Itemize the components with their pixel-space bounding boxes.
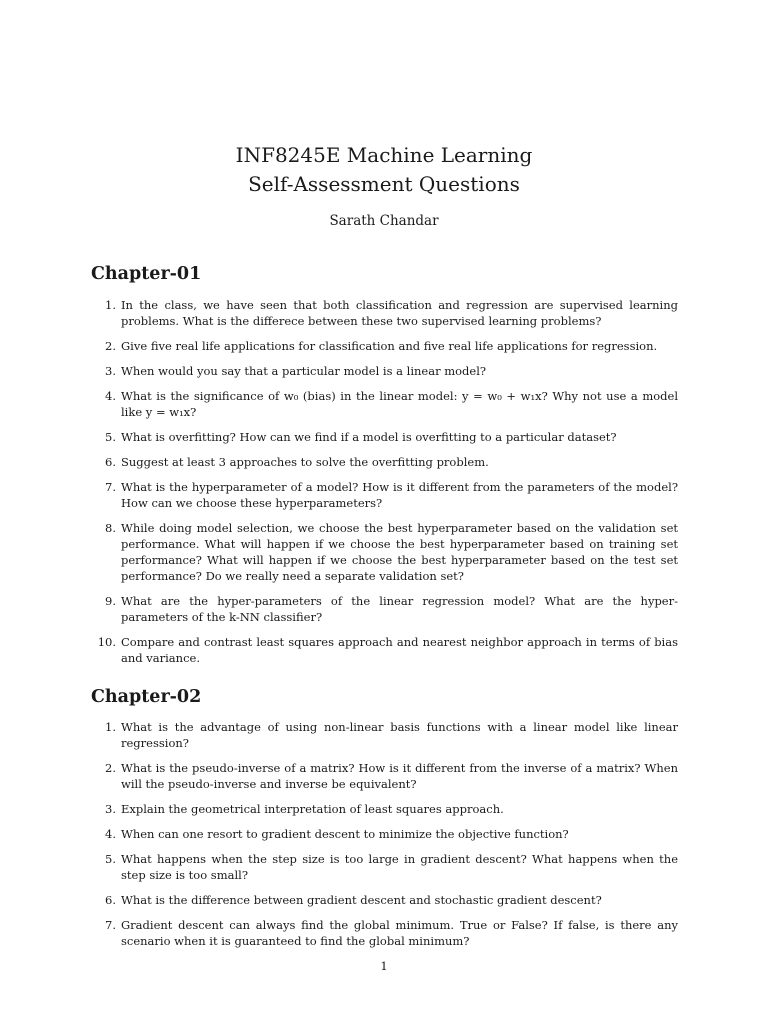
question-item — [91, 363, 678, 379]
question-text: Give five real life applications for classification and five real life applications for regression. — [121, 339, 658, 353]
question-item — [91, 851, 678, 883]
page-number: 1 — [380, 959, 388, 973]
question-number: 3. — [105, 364, 116, 378]
question-text: What are the hyper-parameters of the linear regression model? What are the hyper-parameters of the k-NN classifier? — [121, 594, 678, 624]
question-text: What is the pseudo-inverse of a matrix? How is it different from the inverse of a matrix? When will the pseudo-inverse and inverse be equivalent? — [121, 761, 678, 791]
question-item — [91, 760, 678, 792]
question-number: 5. — [105, 430, 116, 444]
question-item — [91, 297, 678, 329]
question-item — [91, 429, 678, 445]
question-item — [91, 719, 678, 751]
question-text: What is the significance of w₀ (bias) in the linear model: y = w₀ + w₁x? Why not use a model like y = w₁x? — [121, 389, 678, 419]
question-item — [91, 593, 678, 625]
question-text: What is the hyperparameter of a model? How is it different from the parameters of the model? How can we choose these hyperparameters? — [121, 480, 678, 510]
chapter-heading-01: Chapter-01 — [91, 264, 202, 284]
question-text: What is the difference between gradient descent and stochastic gradient descent? — [121, 893, 602, 907]
question-text: When can one resort to gradient descent to minimize the objective function? — [121, 827, 569, 841]
question-number: 6. — [105, 455, 116, 469]
question-item — [91, 479, 678, 511]
question-text: What happens when the step size is too large in gradient descent? What happens when the step size is too small? — [121, 852, 678, 882]
question-text: Explain the geometrical interpretation of least squares approach. — [121, 802, 504, 816]
title-line-2: Self-Assessment Questions — [248, 172, 520, 196]
document-title — [0, 141, 768, 199]
question-number: 6. — [105, 893, 116, 907]
question-list-chapter-01 — [91, 297, 678, 666]
chapter-heading-02: Chapter-02 — [91, 687, 202, 707]
question-text: When would you say that a particular model is a linear model? — [121, 364, 487, 378]
question-number: 7. — [105, 480, 116, 494]
question-text: Compare and contrast least squares approach and nearest neighbor approach in terms of bias and variance. — [121, 635, 678, 665]
question-number: 4. — [105, 389, 116, 403]
question-number: 9. — [105, 594, 116, 608]
question-text: What is overfitting? How can we find if a model is overfitting to a particular dataset? — [121, 430, 617, 444]
question-number: 10. — [97, 635, 116, 649]
question-number: 4. — [105, 827, 116, 841]
question-item — [91, 454, 678, 470]
question-number: 7. — [105, 918, 116, 932]
question-item — [91, 826, 678, 842]
question-number: 2. — [105, 761, 116, 775]
question-item — [91, 388, 678, 420]
question-item — [91, 917, 678, 949]
question-item — [91, 892, 678, 908]
question-item — [91, 634, 678, 666]
question-number: 8. — [105, 521, 116, 535]
title-line-1: INF8245E Machine Learning — [235, 143, 533, 167]
question-text: Gradient descent can always find the global minimum. True or False? If false, is there any scenario when it is guaranteed to find the global minimum? — [121, 918, 678, 948]
question-text: In the class, we have seen that both classification and regression are supervised learning problems. What is the differece between these two supervised learning problems? — [121, 298, 678, 328]
question-number: 2. — [105, 339, 116, 353]
question-item — [91, 520, 678, 584]
question-text: What is the advantage of using non-linear basis functions with a linear model like linear regression? — [121, 720, 678, 750]
question-text: While doing model selection, we choose the best hyperparameter based on the validation set performance. What will happen if we choose the best hyperparameter based on training set performance? What will happen if we choose the best hyperparameter based on the test set performance? Do we really need a separate validation set? — [121, 521, 678, 583]
question-number: 3. — [105, 802, 116, 816]
question-text: Suggest at least 3 approaches to solve the overfitting problem. — [121, 455, 489, 469]
question-list-chapter-02 — [91, 719, 678, 949]
question-number: 1. — [105, 298, 116, 312]
question-number: 5. — [105, 852, 116, 866]
question-item — [91, 338, 678, 354]
question-number: 1. — [105, 720, 116, 734]
question-item — [91, 801, 678, 817]
author-name: Sarath Chandar — [329, 213, 439, 229]
